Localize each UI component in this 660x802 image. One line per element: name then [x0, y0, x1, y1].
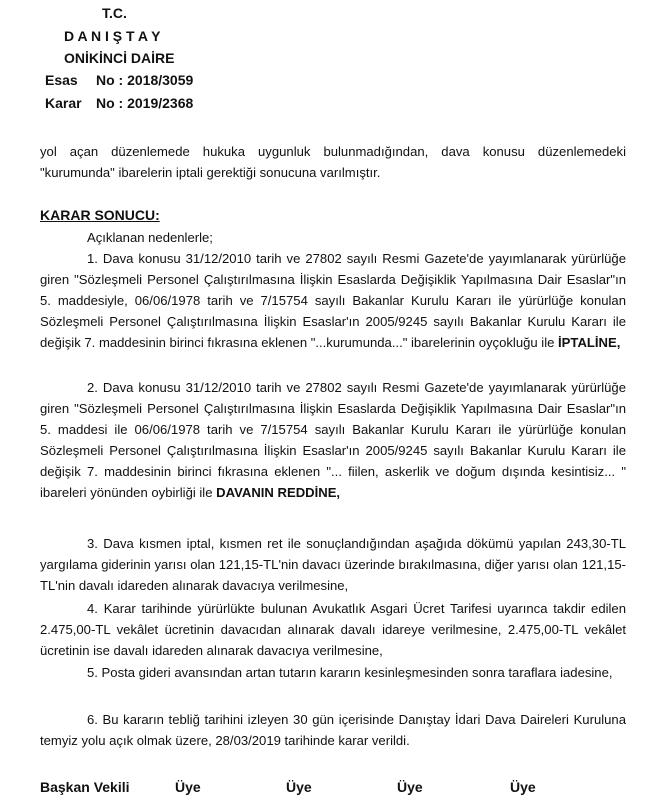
header-chamber: ONİKİNCİ DAİRE — [64, 50, 175, 66]
header-court: D A N I Ş T A Y — [64, 28, 161, 44]
karar-label: Karar — [45, 95, 82, 111]
karar-item-1 — [40, 248, 626, 353]
karar-item-2 — [40, 377, 626, 503]
karar-item-3: 3. Dava kısmen iptal, kısmen ret ile sonuçlandığından aşağıda dökümü yapılan 243,30-TL yargılama giderinin yarısı olan 121,15-TL'nin davacı üzerinde bırakılmasına, diğer yarısı olan 121,15-TL'nin davalı idareden alınarak davacıya verilmesine, — [40, 536, 626, 593]
karar-value: No : 2019/2368 — [96, 95, 194, 111]
karar-sonucu-heading: KARAR SONUCU: — [40, 207, 160, 223]
esas-label: Esas — [45, 72, 78, 88]
item-2-emphasis: DAVANIN REDDİNE, — [216, 485, 341, 500]
signature-uye-1: Üye — [175, 779, 201, 795]
karar-item-6: 6. Bu kararın tebliğ tarihini izleyen 30 gün içerisinde Danıştay İdari Dava Daireleri Kuruluna temyiz yolu açık olmak üzere, 28/03/2019 tarihinde karar verildi. — [40, 712, 626, 748]
item-1-emphasis: İPTALİNE, — [558, 335, 621, 350]
item-1-text: 1. Dava konusu 31/12/2010 tarih ve 27802 sayılı Resmi Gazete'de yayımlanarak yürürlüğe giren "Sözleşmeli Personel Çalıştırılmasına İlişkin Esaslarda Değişiklik Yapılmasına Dair Esaslar"ın 5. maddesiyle, 06/06/1978 tarih ve 7/15754 sayılı Bakanlar Kurulu Kararı ile yürürlüğe konulan Sözleşmeli Personel Çalıştırılmasına İlişkin Esaslar'ın 2005/9245 sayılı Bakanlar Kurulu Kararı ile değişik 7. maddesinin birinci fıkrasına eklenen "...kurumunda..." ibarelerinin oyçokluğu ile — [40, 251, 626, 350]
signature-baskan-vekili: Başkan Vekili — [40, 779, 130, 795]
signature-uye-4: Üye — [510, 779, 536, 795]
karar-item-4: 4. Karar tarihinde yürürlükte bulunan Avukatlık Asgari Ücret Tarifesi uyarınca takdir edilen 2.475,00-TL vekâlet ücretinin davacıdan alınarak davalı idareye verilmesine, 2.475,00-TL vekâlet ücretinin ise davalı idareden alınarak davacıya verilmesine, — [40, 601, 626, 658]
signature-uye-2: Üye — [286, 779, 312, 795]
item-2-text: 2. Dava konusu 31/12/2010 tarih ve 27802 sayılı Resmi Gazete'de yayımlanarak yürürlüğe giren "Sözleşmeli Personel Çalıştırılmasına İlişkin Esaslarda Değişiklik Yapılmasına Dair Esaslar"ın 5. maddesi ile 06/06/1978 tarih ve 7/15754 sayılı Bakanlar Kurulu Kararı ile yürürlüğe konulan Sözleşmeli Personel Çalıştırılmasına İlişkin Esaslar'ın 2005/9245 sayılı Bakanlar Kurulu Kararı ile değişik 7. maddesinin birinci fıkrasına eklenen "... fiilen, askerlik ve doğum dışında kesintisiz... " ibareleri yönünden oybirliği ile — [40, 380, 626, 500]
karar-lead: Açıklanan nedenlerle; — [87, 230, 213, 245]
signature-uye-3: Üye — [397, 779, 423, 795]
esas-value: No : 2018/3059 — [96, 72, 194, 88]
intro-paragraph: yol açan düzenlemede hukuka uygunluk bulunmadığından, dava konusu düzenlemedeki "kurumunda" ibarelerin iptali gerektiği sonucuna varılmıştır. — [40, 144, 626, 180]
header-tc: T.C. — [102, 5, 127, 21]
karar-item-5: 5. Posta gideri avansından artan tutarın kararın kesinleşmesinden sonra taraflara iadesine, — [87, 665, 613, 680]
